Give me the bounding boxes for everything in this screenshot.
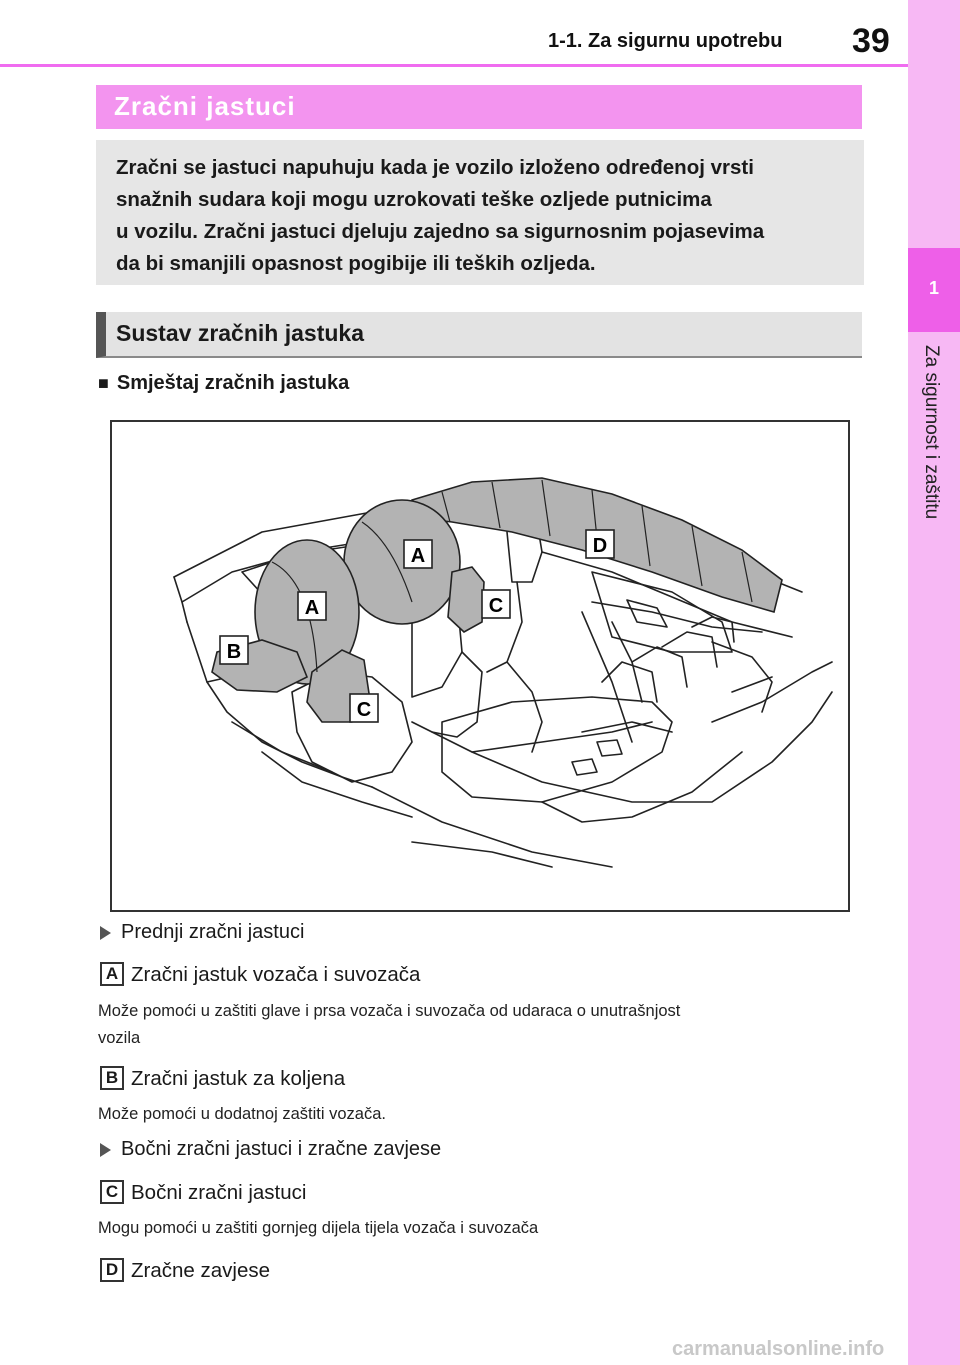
intro-line: da bi smanjili opasnost pogibije ili teških ozljeda.	[116, 252, 596, 275]
square-bullet-icon: ■	[98, 373, 109, 393]
side-airbags-group	[100, 1138, 441, 1161]
front-airbags-group	[100, 921, 304, 944]
side-airbags-group-label: Bočni zračni jastuci i zračne zavjese	[121, 1138, 442, 1160]
section-title: Zračni jastuci	[114, 91, 296, 121]
car-interior-illustration	[112, 422, 848, 910]
item-c-title: Bočni zračni jastuci	[131, 1181, 307, 1204]
item-a-desc-line: vozila	[98, 1029, 141, 1047]
label-c-box: C	[100, 1180, 124, 1204]
callout-d: D	[592, 535, 608, 557]
callout-a-lower: A	[304, 597, 320, 619]
callout-b: B	[226, 641, 242, 663]
section-title-bar	[96, 85, 862, 129]
item-b-desc: Može pomoći u dodatnoj zaštiti vozača.	[98, 1105, 386, 1123]
label-b-box: B	[100, 1066, 124, 1090]
callout-a-upper: A	[410, 545, 426, 567]
triangle-bullet-icon	[100, 1143, 111, 1157]
page-number: 39	[852, 22, 890, 60]
intro-box	[96, 140, 864, 285]
label-d-box: D	[100, 1258, 124, 1282]
front-airbags-group-label: Prednji zračni jastuci	[121, 921, 305, 943]
item-c-desc: Mogu pomoći u zaštiti gornjeg dijela tijela vozača i suvozača	[98, 1219, 539, 1237]
watermark: carmanualsonline.info	[672, 1338, 885, 1360]
airbag-location-figure	[110, 420, 850, 912]
bullet-heading	[98, 372, 349, 395]
intro-line: u vozilu. Zračni jastuci djeluju zajedno sa sigurnosnim pojasevima	[116, 220, 765, 243]
intro-line: Zračni se jastuci napuhuju kada je vozilo izloženo određenoj vrsti	[116, 156, 754, 179]
item-a-desc-line: Može pomoći u zaštiti glave i prsa vozača i suvozača od udaraca o unutrašnjost	[98, 1002, 681, 1020]
triangle-bullet-icon	[100, 926, 111, 940]
bullet-heading-text: Smještaj zračnih jastuka	[116, 372, 350, 394]
callout-c-upper: C	[488, 595, 504, 617]
item-d-title: Zračne zavjese	[131, 1259, 271, 1282]
intro-line: snažnih sudara koji mogu uzrokovati teške ozljede putnicima	[116, 188, 712, 211]
header-divider	[0, 64, 908, 67]
subsection-bar	[96, 312, 862, 358]
chapter-number: 1	[928, 278, 939, 298]
item-b-title: Zračni jastuk za koljena	[131, 1067, 346, 1090]
subsection-title: Sustav zračnih jastuka	[116, 320, 364, 346]
label-a-box: A	[100, 962, 124, 986]
item-a-title: Zračni jastuk vozača i suvozača	[131, 963, 421, 986]
header-section-title: 1-1. Za sigurnu upotrebu	[548, 30, 783, 52]
callout-c-lower: C	[356, 699, 372, 721]
chapter-side-tab	[908, 0, 960, 1365]
chapter-title: Za sigurnost i zaštitu	[921, 345, 942, 520]
